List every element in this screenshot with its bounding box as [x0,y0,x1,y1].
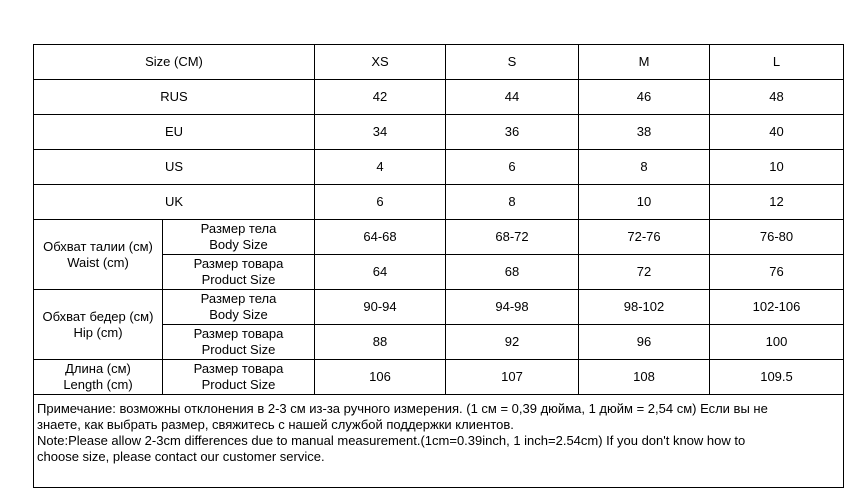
product-size-label [163,360,315,395]
length-label [34,360,163,395]
body-size-label-en: Body Size [209,307,268,322]
cell-value: 8 [446,185,579,220]
product-size-label-en: Product Size [201,377,276,392]
row-us [34,150,844,185]
cell-value: 36 [446,115,579,150]
cell-value: 96 [579,325,710,360]
cell-value: 72-76 [579,220,710,255]
note-en-line2: choose size, please contact our customer service. [37,449,325,464]
cell-value: 6 [315,185,446,220]
cell-value: 68 [446,255,579,290]
note-ru-line1: Примечание: возможны отклонения в 2-3 см из-за ручного измерения. (1 см = 0,39 дюйма, 1 дюйм = 2,54 см) Если вы не [37,401,768,416]
cell-value: 6 [446,150,579,185]
cell-value: 76-80 [710,220,844,255]
measurement-note [34,395,844,488]
size-l-header: L [710,45,844,80]
cell-value: 100 [710,325,844,360]
cell-value: 4 [315,150,446,185]
product-size-label-en: Product Size [201,272,276,287]
size-xs-header: XS [315,45,446,80]
header-row [34,45,844,80]
cell-value: 98-102 [579,290,710,325]
cell-value: 64 [315,255,446,290]
body-size-label [163,290,315,325]
cell-value: 107 [446,360,579,395]
row-label: RUS [34,80,315,115]
cell-value: 44 [446,80,579,115]
row-label: US [34,150,315,185]
hip-label [34,290,163,360]
cell-value: 12 [710,185,844,220]
header-size-label: Size (CM) [34,45,315,80]
cell-value: 72 [579,255,710,290]
row-label: EU [34,115,315,150]
cell-value: 10 [579,185,710,220]
row-label: UK [34,185,315,220]
cell-value: 109.5 [710,360,844,395]
body-size-label-en: Body Size [209,237,268,252]
note-row [34,395,844,488]
cell-value: 88 [315,325,446,360]
cell-value: 38 [579,115,710,150]
product-size-label-ru: Размер товара [193,326,284,341]
hip-label-ru: Обхват бедер (см) [42,308,154,324]
body-size-label-ru: Размер тела [200,221,277,236]
row-uk [34,185,844,220]
product-size-label-ru: Размер товара [193,361,284,376]
product-size-label-ru: Размер товара [193,256,284,271]
waist-label-ru: Обхват талии (см) [43,238,153,254]
cell-value: 106 [315,360,446,395]
note-ru-line2: знаете, как выбрать размер, свяжитесь с нашей службой поддержки клиентов. [37,417,514,432]
size-s-header: S [446,45,579,80]
row-waist-body [34,220,844,255]
waist-label-en: Waist (cm) [67,254,129,270]
body-size-label [163,220,315,255]
cell-value: 64-68 [315,220,446,255]
waist-label [34,220,163,290]
note-en-line1: Note:Please allow 2-3cm differences due to manual measurement.(1cm=0.39inch, 1 inch=2.54cm) If you don't know how to [37,433,746,448]
product-size-label [163,255,315,290]
length-label-ru: Длина (см) [65,361,131,376]
cell-value: 108 [579,360,710,395]
size-m-header: M [579,45,710,80]
cell-value: 46 [579,80,710,115]
cell-value: 48 [710,80,844,115]
row-eu [34,115,844,150]
cell-value: 8 [579,150,710,185]
cell-value: 42 [315,80,446,115]
cell-value: 40 [710,115,844,150]
row-hip-body [34,290,844,325]
cell-value: 102-106 [710,290,844,325]
hip-label-en: Hip (cm) [73,324,123,340]
length-label-en: Length (cm) [63,377,133,392]
cell-value: 76 [710,255,844,290]
body-size-label-ru: Размер тела [200,291,277,306]
cell-value: 92 [446,325,579,360]
cell-value: 94-98 [446,290,579,325]
cell-value: 68-72 [446,220,579,255]
cell-value: 10 [710,150,844,185]
cell-value: 34 [315,115,446,150]
row-length-product [34,360,844,395]
cell-value: 90-94 [315,290,446,325]
product-size-label [163,325,315,360]
row-rus [34,80,844,115]
product-size-label-en: Product Size [201,342,276,357]
size-chart-table [33,44,844,488]
